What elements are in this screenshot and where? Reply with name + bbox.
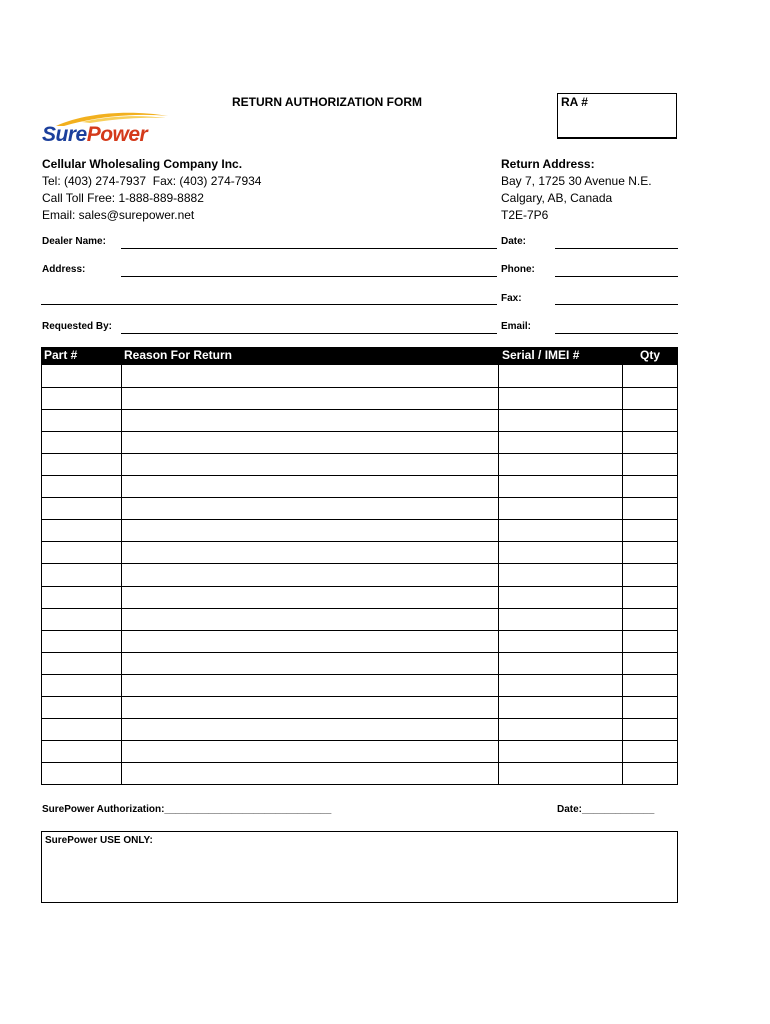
table-row-divider: [42, 630, 677, 631]
date-field[interactable]: [555, 248, 678, 249]
address-label: Address:: [42, 264, 86, 275]
table-row-divider: [42, 409, 677, 410]
return-address-line3: T2E-7P6: [501, 208, 549, 222]
table-row-divider: [42, 519, 677, 520]
surepower-use-only-box[interactable]: [41, 831, 678, 903]
authorization-date: Date:_____________: [557, 804, 655, 815]
return-address-line1: Bay 7, 1725 30 Avenue N.E.: [501, 174, 652, 188]
email-field[interactable]: [555, 333, 678, 334]
table-column-divider: [498, 365, 499, 784]
phone-label: Phone:: [501, 264, 535, 275]
table-row-divider: [42, 674, 677, 675]
column-header-part: Part #: [44, 348, 78, 362]
table-row-divider: [42, 718, 677, 719]
table-row-divider: [42, 475, 677, 476]
table-row-divider: [42, 762, 677, 763]
company-toll-free: Call Toll Free: 1-888-889-8882: [42, 191, 204, 205]
requested-by-field[interactable]: [121, 333, 497, 334]
table-row-divider: [42, 652, 677, 653]
surepower-logo: [42, 110, 172, 150]
fax-field[interactable]: [555, 304, 678, 305]
company-info: [42, 156, 261, 224]
return-items-table[interactable]: [41, 364, 678, 785]
logo-wordmark: [42, 123, 147, 147]
table-row-divider: [42, 431, 677, 432]
column-header-reason: Reason For Return: [124, 348, 233, 362]
logo-text-power: Power: [86, 123, 148, 146]
table-row-divider: [42, 696, 677, 697]
company-email: Email: sales@surepower.net: [42, 208, 195, 222]
table-row-divider: [42, 453, 677, 454]
ra-number-label: RA #: [561, 95, 588, 109]
table-row-divider: [42, 387, 677, 388]
surepower-use-only-label: SurePower USE ONLY:: [45, 835, 153, 846]
email-label: Email:: [501, 321, 532, 332]
table-row-divider: [42, 586, 677, 587]
dealer-name-label: Dealer Name:: [42, 236, 106, 247]
table-row-divider: [42, 740, 677, 741]
return-address: [501, 156, 652, 224]
dealer-name-field[interactable]: [121, 248, 497, 249]
table-column-divider: [121, 365, 122, 784]
address-field-line2[interactable]: [41, 304, 497, 305]
table-column-divider: [622, 365, 623, 784]
surepower-authorization: SurePower Authorization:______________________________: [42, 804, 332, 815]
return-address-label: Return Address:: [501, 157, 595, 171]
address-field[interactable]: [121, 276, 497, 277]
form-title: RETURN AUTHORIZATION FORM: [232, 95, 422, 109]
date-label: Date:: [501, 236, 527, 247]
column-header-qty: Qty: [640, 348, 661, 362]
fax-label: Fax:: [501, 293, 522, 304]
table-row-divider: [42, 497, 677, 498]
logo-text-sure: Sure: [42, 123, 87, 146]
table-row-divider: [42, 541, 677, 542]
requested-by-label: Requested By:: [42, 321, 113, 332]
return-address-line2: Calgary, AB, Canada: [501, 191, 613, 205]
company-name: Cellular Wholesaling Company Inc.: [42, 157, 243, 171]
return-items-table-header: [41, 347, 678, 364]
phone-field[interactable]: [555, 276, 678, 277]
table-row-divider: [42, 608, 677, 609]
column-header-serial: Serial / IMEI #: [502, 348, 580, 362]
company-tel-fax: Tel: (403) 274-7937 Fax: (403) 274-7934: [42, 174, 262, 188]
ra-number-box[interactable]: [557, 93, 677, 139]
table-row-divider: [42, 563, 677, 564]
